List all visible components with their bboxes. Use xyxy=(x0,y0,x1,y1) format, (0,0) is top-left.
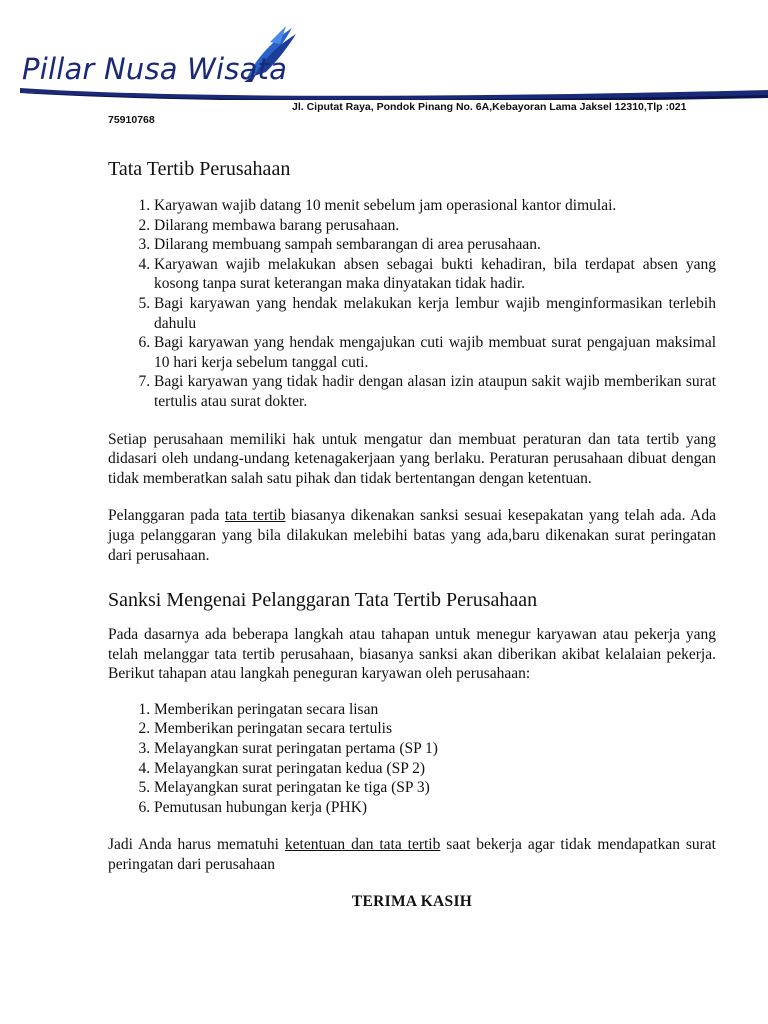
ketentuan-link[interactable]: ketentuan dan tata tertib xyxy=(284,836,441,854)
list-item: 5. Melayangkan surat peringatan ke tiga (SP 3) xyxy=(154,778,716,798)
paragraph-text: Jadi Anda harus mematuhi xyxy=(108,836,285,854)
paragraph-rights: Setiap perusahaan memiliki hak untuk mengatur dan membuat peraturan dan tata tertib yang didasari oleh undang-undang ketenagakerjaan yang berlaku. Peraturan perusahaan dibuat dengan tidak memberatkan salah satu pihak dan tidak bertentangan dengan ketentuan. xyxy=(108,430,716,487)
list-item: 3. Dilarang membuang sampah sembarangan di area perusahaan. xyxy=(154,235,716,255)
sanctions-list xyxy=(108,700,716,818)
paragraph-text: Pelanggaran pada xyxy=(108,507,225,525)
signoff: TERIMA KASIH xyxy=(351,892,473,910)
list-item: 2. Memberikan peringatan secara tertulis xyxy=(154,719,716,739)
list-item: 2. Dilarang membawa barang perusahaan. xyxy=(154,216,716,236)
list-item: 6. Pemutusan hubungan kerja (PHK) xyxy=(154,798,716,818)
list-item: 1. Memberikan peringatan secara lisan xyxy=(154,700,716,720)
document-body xyxy=(108,156,716,911)
list-item: 5. Bagi karyawan yang hendak melakukan kerja lembur wajib menginformasikan terlebih dahulu xyxy=(154,294,716,333)
company-name: Pillar Nusa Wisata xyxy=(22,52,288,86)
list-item: 1. Karyawan wajib datang 10 menit sebelum jam operasional kantor dimulai. xyxy=(154,196,716,216)
list-item: 6. Bagi karyawan yang hendak mengajukan cuti wajib membuat surat pengajuan maksimal 10 hari kerja sebelum tanggal cuti. xyxy=(154,333,716,372)
paragraph-text: saat bekerja agar tidak mendapatkan surat peringatan dari perusahaan xyxy=(108,836,716,874)
section-title-sanctions: Sanksi Mengenai Pelanggaran Tata Tertib Perusahaan xyxy=(108,589,538,612)
list-item: 4. Karyawan wajib melakukan absen sebagai bukti kehadiran, bila terdapat absen yang kosong tanpa surat keterangan maka dinyatakan tidak hadir. xyxy=(154,255,716,294)
list-item: 4. Melayangkan surat peringatan kedua (SP 2) xyxy=(154,759,716,779)
tata-tertib-link[interactable]: tata tertib xyxy=(224,507,286,525)
company-address: Jl. Ciputat Raya, Pondok Pinang No. 6A,Kebayoran Lama Jaksel 12310,Tlp :021 xyxy=(292,101,687,113)
letterhead xyxy=(0,0,768,135)
section-title-rules: Tata Tertib Perusahaan xyxy=(108,158,291,180)
paragraph-closing xyxy=(108,835,716,874)
paragraph-text: biasanya dikenakan sanksi sesuai kesepakatan yang telah ada. Ada juga pelanggaran yang bila dilakukan melebihi batas yang ada,baru dikenakan surat peringatan dari perusahaan. xyxy=(108,507,716,564)
company-phone: 75910768 xyxy=(108,114,155,126)
list-item: 7. Bagi karyawan yang tidak hadir dengan alasan izin ataupun sakit wajib memberikan surat tertulis atau surat dokter. xyxy=(154,372,716,411)
rules-list xyxy=(108,196,716,412)
list-item: 3. Melayangkan surat peringatan pertama (SP 1) xyxy=(154,739,716,759)
paragraph-violations xyxy=(108,506,716,565)
paragraph-sanctions-intro: Pada dasarnya ada beberapa langkah atau tahapan untuk menegur karyawan atau pekerja yang telah melanggar tata tertib perusahaan, biasanya sanksi akan diberikan akibat kelalaian pekerja. Berikut tahapan atau langkah peneguran karyawan oleh perusahaan: xyxy=(108,626,716,683)
